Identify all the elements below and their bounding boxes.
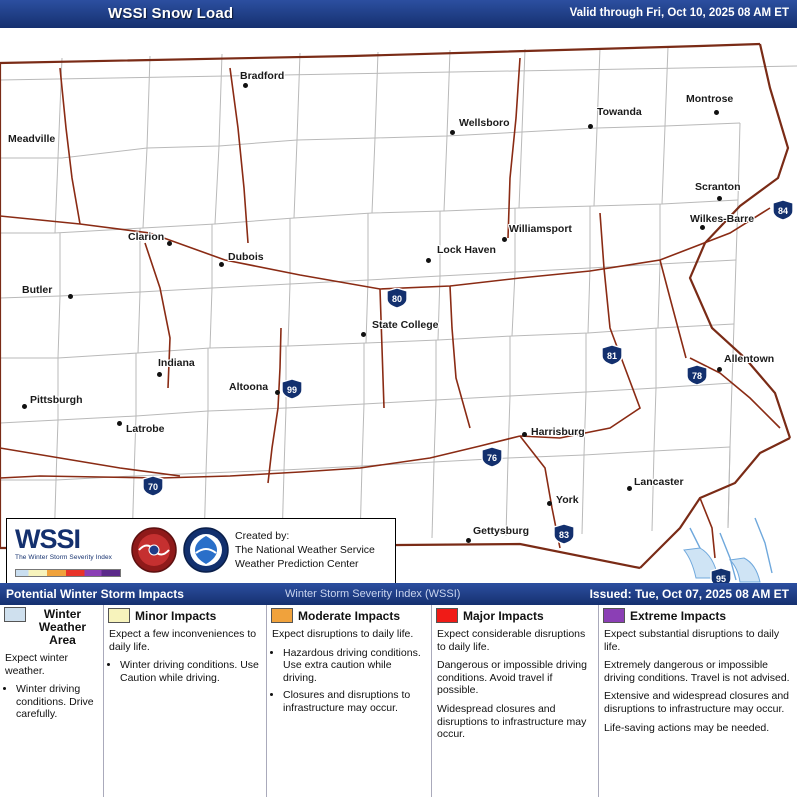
city-label-scranton: Scranton bbox=[695, 181, 741, 193]
city-label-bradford: Bradford bbox=[240, 70, 285, 82]
impacts-legend bbox=[0, 605, 797, 797]
wssi-attribution-box bbox=[6, 518, 396, 583]
created-by-block bbox=[235, 529, 375, 571]
city-dot bbox=[426, 258, 431, 263]
interstate-shield-76 bbox=[481, 447, 503, 467]
city-dot bbox=[717, 196, 722, 201]
legend-bullet: • Winter driving conditions. Use Caution while driving. bbox=[120, 659, 261, 684]
legend-swatch bbox=[4, 607, 26, 622]
legend-header bbox=[432, 605, 598, 626]
city-label-clarion: Clarion bbox=[128, 231, 165, 243]
interstate-shield-81 bbox=[601, 345, 623, 365]
legend-body bbox=[432, 626, 598, 741]
legend-body bbox=[267, 626, 431, 715]
interstate-shield-70 bbox=[142, 476, 164, 496]
city-dot bbox=[627, 486, 632, 491]
city-label-indiana: Indiana bbox=[158, 357, 195, 369]
legend-lead: Expect disruptions to daily life. bbox=[272, 628, 414, 640]
city-label-latrobe: Latrobe bbox=[126, 423, 165, 435]
city-dot bbox=[157, 372, 162, 377]
shield-number: 84 bbox=[777, 206, 788, 216]
interstate-shield-80 bbox=[386, 288, 408, 308]
legend-title: Extreme Impacts bbox=[630, 608, 727, 623]
city-dot bbox=[717, 367, 722, 372]
legend-body bbox=[0, 650, 103, 721]
impacts-header-bar bbox=[0, 583, 797, 605]
city-dot bbox=[466, 538, 471, 543]
shield-number: 78 bbox=[691, 371, 702, 381]
city-dot bbox=[547, 501, 552, 506]
impacts-header-subtitle: Winter Storm Severity Index (WSSI) bbox=[285, 588, 461, 600]
city-label-harrisburg: Harrisburg bbox=[531, 426, 585, 438]
wssi-logo-text: WSSI bbox=[15, 524, 81, 554]
legend-column-extreme-impacts bbox=[599, 605, 797, 797]
legend-lead: Expect winter weather. bbox=[5, 652, 69, 677]
legend-note: Life-saving actions may be needed. bbox=[604, 721, 770, 734]
city-dot bbox=[275, 390, 280, 395]
shield-number: 76 bbox=[486, 453, 497, 463]
city-dot bbox=[361, 332, 366, 337]
legend-bullet: • Winter driving conditions. Drive carefully. bbox=[16, 683, 98, 721]
city-label-meadville: Meadville bbox=[8, 133, 56, 145]
city-dot bbox=[117, 421, 122, 426]
legend-bullets bbox=[272, 647, 426, 715]
legend-title: Moderate Impacts bbox=[298, 608, 401, 623]
title-bar bbox=[0, 0, 797, 28]
city-label-allentown: Allentown bbox=[724, 353, 775, 365]
city-label-butler: Butler bbox=[22, 284, 53, 296]
legend-header bbox=[0, 605, 103, 650]
city-label-york: York bbox=[556, 494, 579, 506]
city-label-state-college: State College bbox=[372, 319, 439, 331]
city-dot bbox=[167, 241, 172, 246]
legend-bullets bbox=[109, 659, 261, 684]
city-dot bbox=[219, 262, 224, 267]
shield-number: 70 bbox=[147, 482, 158, 492]
shield-number: 99 bbox=[286, 385, 297, 395]
city-label-williamsport: Williamsport bbox=[509, 223, 572, 235]
created-by-line1: Created by: bbox=[235, 530, 290, 542]
city-label-altoona: Altoona bbox=[229, 381, 269, 393]
legend-column-major-impacts bbox=[432, 605, 599, 797]
shield-number: 80 bbox=[391, 294, 402, 304]
city-label-montrose: Montrose bbox=[686, 93, 734, 105]
legend-lead: Expect a few inconveniences to daily life. bbox=[109, 628, 257, 653]
city-dot bbox=[588, 124, 593, 129]
shield-number: 81 bbox=[606, 351, 617, 361]
city-dot bbox=[502, 237, 507, 242]
legend-swatch bbox=[603, 608, 625, 623]
interstate-shield-84 bbox=[772, 200, 794, 220]
legend-header bbox=[267, 605, 431, 626]
legend-swatch bbox=[271, 608, 293, 623]
city-dot bbox=[450, 130, 455, 135]
map-canvas[interactable] bbox=[0, 28, 797, 583]
legend-bullet: • Hazardous driving conditions. Use extra caution while driving. bbox=[283, 647, 426, 685]
legend-note: Extensive and widespread closures and disruptions to infrastructure may occur. bbox=[604, 690, 790, 715]
city-dot bbox=[522, 432, 527, 437]
interstate-shield-83 bbox=[553, 524, 575, 544]
legend-swatch bbox=[108, 608, 130, 623]
legend-column-moderate-impacts bbox=[267, 605, 432, 797]
city-label-towanda: Towanda bbox=[597, 106, 642, 118]
legend-lead: Expect considerable disruptions to daily life. bbox=[437, 628, 586, 653]
city-dot bbox=[700, 225, 705, 230]
shield-number: 83 bbox=[558, 530, 569, 540]
legend-note: Extremely dangerous or impossible driving conditions. Travel is not advised. bbox=[604, 659, 790, 684]
legend-title: Winter Weather Area bbox=[38, 607, 87, 647]
legend-body bbox=[104, 626, 266, 684]
wssi-severity-gradient bbox=[15, 569, 121, 577]
shield-number: 95 bbox=[715, 574, 726, 583]
interstate-shield-99 bbox=[281, 379, 303, 399]
legend-bullets bbox=[5, 683, 98, 721]
legend-title: Major Impacts bbox=[463, 608, 544, 623]
interstate-shield-95 bbox=[710, 568, 732, 583]
legend-note: Dangerous or impossible driving conditions. Avoid travel if possible. bbox=[437, 659, 587, 697]
city-label-gettysburg: Gettysburg bbox=[473, 525, 530, 537]
wssi-logo-subtitle: The Winter Storm Severity Index bbox=[15, 554, 113, 561]
legend-lead: Expect substantial disruptions to daily life. bbox=[604, 628, 780, 653]
legend-title: Minor Impacts bbox=[135, 608, 217, 623]
legend-bullet: • Closures and disruptions to infrastructure may occur. bbox=[283, 689, 426, 714]
legend-swatch bbox=[436, 608, 458, 623]
city-label-lancaster: Lancaster bbox=[634, 476, 684, 488]
interstate-shield-78 bbox=[686, 365, 708, 385]
legend-note: Widespread closures and disruptions to infrastructure may occur. bbox=[437, 702, 587, 741]
city-dot bbox=[22, 404, 27, 409]
issued-text: Issued: Tue, Oct 07, 2025 08 AM ET bbox=[589, 587, 789, 601]
legend-column-minor-impacts bbox=[104, 605, 267, 797]
created-by-line2: The National Weather Service bbox=[235, 544, 375, 556]
wssi-logo bbox=[15, 525, 123, 561]
legend-body bbox=[599, 626, 797, 734]
created-by-line3: Weather Prediction Center bbox=[235, 558, 359, 570]
valid-through-text: Valid through Fri, Oct 10, 2025 08 AM ET bbox=[569, 7, 789, 19]
city-label-dubois: Dubois bbox=[228, 251, 264, 263]
city-label-pittsburgh: Pittsburgh bbox=[30, 394, 83, 406]
page-title: WSSI Snow Load bbox=[108, 5, 234, 22]
city-label-wellsboro: Wellsboro bbox=[459, 117, 510, 129]
legend-header bbox=[104, 605, 266, 626]
city-dot bbox=[68, 294, 73, 299]
legend-header bbox=[599, 605, 797, 626]
city-label-wilkes-barre: Wilkes-Barre bbox=[690, 213, 755, 225]
legend-column-winter-weather-area bbox=[0, 605, 104, 797]
impacts-header-title: Potential Winter Storm Impacts bbox=[6, 587, 184, 601]
city-dot bbox=[714, 110, 719, 115]
city-label-lock-haven: Lock Haven bbox=[437, 244, 496, 256]
city-dot bbox=[243, 83, 248, 88]
